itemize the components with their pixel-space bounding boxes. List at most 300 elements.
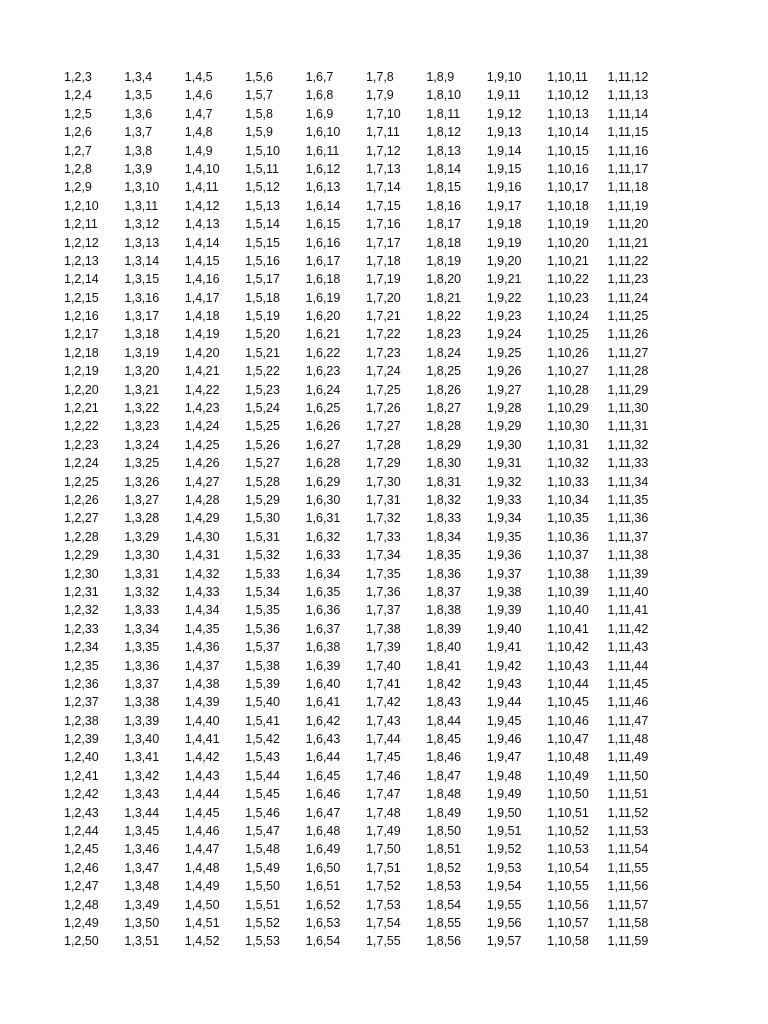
table-cell: 1,4,6 xyxy=(184,88,213,103)
table-cell: 1,11,31 xyxy=(607,419,649,434)
table-cell: 1,5,53 xyxy=(245,934,280,949)
table-cell: 1,10,41 xyxy=(547,621,589,636)
table-cell: 1,10,32 xyxy=(547,456,589,471)
table-cell: 1,5,18 xyxy=(245,290,280,305)
table-cell: 1,3,39 xyxy=(124,713,160,728)
table-cell: 1,5,37 xyxy=(245,640,280,655)
table-column xyxy=(547,68,607,951)
table-cell: 1,4,51 xyxy=(184,915,220,930)
table-cell: 1,7,43 xyxy=(365,713,401,728)
table-cell: 1,6,22 xyxy=(305,345,341,360)
table-cell: 1,6,44 xyxy=(305,750,341,765)
table-cell: 1,10,46 xyxy=(547,713,589,728)
table-cell: 1,11,14 xyxy=(607,106,649,121)
table-cell: 1,5,38 xyxy=(245,658,280,673)
table-cell: 1,5,48 xyxy=(245,842,280,857)
table-cell: 1,4,8 xyxy=(184,125,213,140)
table-cell: 1,8,53 xyxy=(426,879,462,894)
table-cell: 1,9,13 xyxy=(486,125,522,140)
table-cell: 1,2,13 xyxy=(64,253,99,268)
table-cell: 1,10,24 xyxy=(547,309,589,324)
table-cell: 1,3,6 xyxy=(124,106,153,121)
table-cell: 1,3,36 xyxy=(124,658,160,673)
table-cell: 1,7,15 xyxy=(365,198,401,213)
table-cell: 1,3,32 xyxy=(124,584,160,599)
table-cell: 1,3,35 xyxy=(124,640,160,655)
table-cell: 1,10,36 xyxy=(547,529,589,544)
table-cell: 1,5,31 xyxy=(245,529,280,544)
table-cell: 1,6,53 xyxy=(305,915,341,930)
table-cell: 1,3,43 xyxy=(124,787,160,802)
table-cell: 1,4,19 xyxy=(184,327,220,342)
table-cell: 1,9,21 xyxy=(486,272,522,287)
table-cell: 1,7,20 xyxy=(365,290,401,305)
table-cell: 1,6,18 xyxy=(305,272,341,287)
table-cell: 1,4,47 xyxy=(184,842,220,857)
table-cell: 1,4,45 xyxy=(184,805,220,820)
table-cell: 1,2,39 xyxy=(64,732,99,747)
table-cell: 1,6,9 xyxy=(305,106,334,121)
table-cell: 1,5,35 xyxy=(245,603,280,618)
table-cell: 1,10,33 xyxy=(547,474,589,489)
table-cell: 1,6,17 xyxy=(305,253,341,268)
table-cell: 1,7,21 xyxy=(365,309,401,324)
table-cell: 1,4,33 xyxy=(184,584,220,599)
table-cell: 1,9,56 xyxy=(486,915,522,930)
table-cell: 1,3,11 xyxy=(124,198,159,213)
table-cell: 1,8,11 xyxy=(426,106,461,121)
table-cell: 1,7,49 xyxy=(365,824,401,839)
table-cell: 1,9,25 xyxy=(486,345,522,360)
table-cell: 1,7,13 xyxy=(365,161,401,176)
table-cell: 1,8,46 xyxy=(426,750,462,765)
table-cell: 1,3,51 xyxy=(124,934,160,949)
table-cell: 1,2,21 xyxy=(64,401,99,416)
table-cell: 1,2,45 xyxy=(64,842,99,857)
table-cell: 1,5,27 xyxy=(245,456,280,471)
table-cell: 1,7,47 xyxy=(365,787,401,802)
table-cell: 1,7,34 xyxy=(365,548,401,563)
table-cell: 1,11,21 xyxy=(607,235,649,250)
table-cell: 1,5,10 xyxy=(245,143,280,158)
table-cell: 1,8,16 xyxy=(426,198,462,213)
table-cell: 1,10,29 xyxy=(547,401,589,416)
table-cell: 1,10,57 xyxy=(547,915,589,930)
table-cell: 1,9,44 xyxy=(486,695,522,710)
table-cell: 1,8,37 xyxy=(426,584,462,599)
table-cell: 1,8,19 xyxy=(426,253,462,268)
table-cell: 1,2,6 xyxy=(64,125,92,140)
table-cell: 1,3,48 xyxy=(124,879,160,894)
table-cell: 1,10,30 xyxy=(547,419,589,434)
table-cell: 1,5,7 xyxy=(245,88,273,103)
table-cell: 1,11,44 xyxy=(607,658,649,673)
table-cell: 1,11,43 xyxy=(607,640,649,655)
table-cell: 1,2,38 xyxy=(64,713,99,728)
table-column xyxy=(608,68,668,951)
table-cell: 1,4,43 xyxy=(184,768,220,783)
table-cell: 1,9,11 xyxy=(486,88,521,103)
table-cell: 1,6,31 xyxy=(305,511,341,526)
table-cell: 1,10,27 xyxy=(547,364,589,379)
table-cell: 1,11,41 xyxy=(607,603,649,618)
table-cell: 1,3,30 xyxy=(124,548,160,563)
table-cell: 1,3,8 xyxy=(124,143,153,158)
table-cell: 1,5,13 xyxy=(245,198,280,213)
table-cell: 1,2,28 xyxy=(64,529,99,544)
table-cell: 1,6,24 xyxy=(305,382,341,397)
table-cell: 1,4,37 xyxy=(184,658,220,673)
table-cell: 1,7,52 xyxy=(365,879,401,894)
table-cell: 1,11,33 xyxy=(607,456,649,471)
table-cell: 1,2,49 xyxy=(64,915,99,930)
table-cell: 1,3,50 xyxy=(124,915,160,930)
table-cell: 1,11,26 xyxy=(607,327,649,342)
table-cell: 1,8,49 xyxy=(426,805,462,820)
table-cell: 1,3,15 xyxy=(124,272,160,287)
table-cell: 1,7,33 xyxy=(365,529,401,544)
table-cell: 1,11,12 xyxy=(607,70,649,84)
table-cell: 1,7,23 xyxy=(365,345,401,360)
table-cell: 1,5,45 xyxy=(245,787,280,802)
table-cell: 1,5,41 xyxy=(245,713,280,728)
table-cell: 1,11,18 xyxy=(607,180,649,195)
table-cell: 1,5,34 xyxy=(245,584,280,599)
table-cell: 1,4,25 xyxy=(184,437,220,452)
table-cell: 1,5,9 xyxy=(245,125,273,140)
table-cell: 1,8,24 xyxy=(426,345,462,360)
table-cell: 1,4,34 xyxy=(184,603,220,618)
table-cell: 1,11,19 xyxy=(607,198,649,213)
table-cell: 1,10,14 xyxy=(547,125,589,140)
table-cell: 1,7,30 xyxy=(365,474,401,489)
table-cell: 1,4,23 xyxy=(184,401,220,416)
table-cell: 1,6,42 xyxy=(305,713,341,728)
table-cell: 1,6,16 xyxy=(305,235,341,250)
table-cell: 1,5,39 xyxy=(245,676,280,691)
table-cell: 1,8,51 xyxy=(426,842,462,857)
table-cell: 1,11,49 xyxy=(607,750,649,765)
table-column xyxy=(245,68,305,951)
table-cell: 1,4,14 xyxy=(184,235,220,250)
table-cell: 1,11,54 xyxy=(607,842,649,857)
table-cell: 1,5,50 xyxy=(245,879,280,894)
table-cell: 1,3,12 xyxy=(124,217,160,232)
table-cell: 1,11,40 xyxy=(607,584,649,599)
table-cell: 1,6,8 xyxy=(305,88,334,103)
table-column xyxy=(306,68,366,951)
table-cell: 1,9,15 xyxy=(486,161,522,176)
table-cell: 1,11,56 xyxy=(607,879,649,894)
table-cell: 1,9,47 xyxy=(486,750,522,765)
table-cell: 1,5,6 xyxy=(245,70,273,84)
table-cell: 1,9,14 xyxy=(486,143,522,158)
table-cell: 1,6,21 xyxy=(305,327,341,342)
table-cell: 1,7,31 xyxy=(365,492,401,507)
table-cell: 1,9,23 xyxy=(486,309,522,324)
table-cell: 1,11,29 xyxy=(607,382,649,397)
table-cell: 1,4,17 xyxy=(184,290,220,305)
table-cell: 1,3,17 xyxy=(124,309,160,324)
table-cell: 1,9,19 xyxy=(486,235,522,250)
table-cell: 1,9,36 xyxy=(486,548,522,563)
table-cell: 1,7,54 xyxy=(365,915,401,930)
table-cell: 1,2,22 xyxy=(64,419,99,434)
table-cell: 1,3,27 xyxy=(124,492,160,507)
table-cell: 1,8,40 xyxy=(426,640,462,655)
table-cell: 1,9,24 xyxy=(486,327,522,342)
table-cell: 1,2,4 xyxy=(64,88,92,103)
table-cell: 1,6,52 xyxy=(305,897,341,912)
table-cell: 1,7,40 xyxy=(365,658,401,673)
table-cell: 1,5,52 xyxy=(245,915,280,930)
table-cell: 1,10,37 xyxy=(547,548,589,563)
table-cell: 1,7,26 xyxy=(365,401,401,416)
table-cell: 1,7,38 xyxy=(365,621,401,636)
table-cell: 1,3,5 xyxy=(124,88,153,103)
table-cell: 1,11,38 xyxy=(607,548,649,563)
table-cell: 1,6,26 xyxy=(305,419,341,434)
table-cell: 1,6,32 xyxy=(305,529,341,544)
table-cell: 1,6,15 xyxy=(305,217,341,232)
table-cell: 1,6,14 xyxy=(305,198,341,213)
table-cell: 1,10,47 xyxy=(547,732,589,747)
table-cell: 1,7,29 xyxy=(365,456,401,471)
table-cell: 1,9,12 xyxy=(486,106,522,121)
table-cell: 1,4,35 xyxy=(184,621,220,636)
table-cell: 1,3,46 xyxy=(124,842,160,857)
table-cell: 1,5,21 xyxy=(245,345,280,360)
table-cell: 1,9,33 xyxy=(486,492,522,507)
triplet-table xyxy=(64,68,668,951)
table-cell: 1,2,27 xyxy=(64,511,99,526)
table-cell: 1,11,55 xyxy=(607,860,649,875)
table-cell: 1,9,26 xyxy=(486,364,522,379)
table-cell: 1,7,9 xyxy=(365,88,394,103)
table-cell: 1,7,10 xyxy=(365,106,401,121)
table-cell: 1,2,7 xyxy=(64,143,92,158)
table-cell: 1,6,35 xyxy=(305,584,341,599)
table-cell: 1,10,34 xyxy=(547,492,589,507)
table-cell: 1,6,11 xyxy=(305,143,340,158)
table-cell: 1,9,32 xyxy=(486,474,522,489)
table-cell: 1,8,32 xyxy=(426,492,462,507)
table-cell: 1,8,52 xyxy=(426,860,462,875)
table-cell: 1,5,17 xyxy=(245,272,280,287)
table-cell: 1,2,9 xyxy=(64,180,92,195)
table-cell: 1,4,26 xyxy=(184,456,220,471)
table-cell: 1,7,44 xyxy=(365,732,401,747)
table-cell: 1,9,17 xyxy=(486,198,522,213)
table-cell: 1,6,43 xyxy=(305,732,341,747)
table-cell: 1,9,38 xyxy=(486,584,522,599)
table-cell: 1,6,12 xyxy=(305,161,341,176)
table-cell: 1,10,28 xyxy=(547,382,589,397)
table-cell: 1,5,25 xyxy=(245,419,280,434)
table-cell: 1,10,51 xyxy=(547,805,589,820)
table-cell: 1,6,20 xyxy=(305,309,341,324)
table-cell: 1,3,24 xyxy=(124,437,160,452)
table-cell: 1,4,13 xyxy=(184,217,220,232)
table-cell: 1,4,49 xyxy=(184,879,220,894)
table-cell: 1,3,28 xyxy=(124,511,160,526)
table-cell: 1,7,41 xyxy=(365,676,401,691)
table-cell: 1,7,50 xyxy=(365,842,401,857)
table-cell: 1,7,35 xyxy=(365,566,401,581)
table-cell: 1,5,44 xyxy=(245,768,280,783)
table-cell: 1,5,40 xyxy=(245,695,280,710)
table-cell: 1,11,51 xyxy=(607,787,649,802)
table-cell: 1,11,53 xyxy=(607,824,649,839)
table-cell: 1,8,33 xyxy=(426,511,462,526)
table-cell: 1,4,50 xyxy=(184,897,220,912)
table-cell: 1,9,57 xyxy=(486,934,522,949)
table-cell: 1,3,23 xyxy=(124,419,160,434)
table-cell: 1,6,46 xyxy=(305,787,341,802)
table-cell: 1,4,7 xyxy=(184,106,213,121)
table-cell: 1,10,55 xyxy=(547,879,589,894)
table-cell: 1,2,25 xyxy=(64,474,99,489)
table-cell: 1,6,39 xyxy=(305,658,341,673)
table-cell: 1,10,43 xyxy=(547,658,589,673)
table-cell: 1,2,10 xyxy=(64,198,99,213)
table-cell: 1,2,47 xyxy=(64,879,99,894)
table-cell: 1,2,31 xyxy=(64,584,99,599)
table-cell: 1,11,46 xyxy=(607,695,649,710)
table-cell: 1,10,20 xyxy=(547,235,589,250)
table-cell: 1,9,28 xyxy=(486,401,522,416)
table-cell: 1,11,39 xyxy=(607,566,649,581)
table-cell: 1,6,19 xyxy=(305,290,341,305)
table-cell: 1,9,31 xyxy=(486,456,522,471)
table-cell: 1,10,22 xyxy=(547,272,589,287)
table-cell: 1,9,48 xyxy=(486,768,522,783)
table-cell: 1,8,27 xyxy=(426,401,462,416)
table-cell: 1,10,45 xyxy=(547,695,589,710)
table-cell: 1,2,3 xyxy=(64,70,92,84)
table-cell: 1,3,25 xyxy=(124,456,160,471)
table-cell: 1,8,30 xyxy=(426,456,462,471)
table-cell: 1,3,9 xyxy=(124,161,153,176)
table-cell: 1,3,18 xyxy=(124,327,160,342)
table-column xyxy=(487,68,547,951)
table-cell: 1,8,34 xyxy=(426,529,462,544)
table-cell: 1,7,39 xyxy=(365,640,401,655)
table-cell: 1,2,8 xyxy=(64,161,92,176)
table-cell: 1,5,12 xyxy=(245,180,280,195)
table-cell: 1,9,39 xyxy=(486,603,522,618)
table-cell: 1,3,19 xyxy=(124,345,160,360)
table-cell: 1,3,14 xyxy=(124,253,160,268)
table-cell: 1,7,16 xyxy=(365,217,401,232)
table-cell: 1,7,42 xyxy=(365,695,401,710)
table-cell: 1,3,33 xyxy=(124,603,160,618)
table-cell: 1,10,11 xyxy=(547,70,588,84)
table-cell: 1,3,26 xyxy=(124,474,160,489)
table-cell: 1,2,34 xyxy=(64,640,99,655)
table-cell: 1,11,27 xyxy=(607,345,649,360)
table-cell: 1,5,24 xyxy=(245,401,280,416)
table-cell: 1,2,18 xyxy=(64,345,99,360)
table-cell: 1,10,44 xyxy=(547,676,589,691)
table-cell: 1,10,48 xyxy=(547,750,589,765)
table-cell: 1,4,42 xyxy=(184,750,220,765)
table-cell: 1,8,55 xyxy=(426,915,462,930)
table-cell: 1,8,42 xyxy=(426,676,462,691)
table-cell: 1,4,36 xyxy=(184,640,220,655)
table-cell: 1,10,49 xyxy=(547,768,589,783)
table-cell: 1,7,19 xyxy=(365,272,401,287)
table-cell: 1,10,25 xyxy=(547,327,589,342)
table-cell: 1,9,46 xyxy=(486,732,522,747)
table-cell: 1,5,15 xyxy=(245,235,280,250)
table-cell: 1,2,23 xyxy=(64,437,99,452)
table-cell: 1,5,14 xyxy=(245,217,280,232)
table-cell: 1,4,18 xyxy=(184,309,220,324)
table-cell: 1,3,40 xyxy=(124,732,160,747)
table-cell: 1,11,28 xyxy=(607,364,649,379)
table-cell: 1,9,55 xyxy=(486,897,522,912)
table-cell: 1,7,48 xyxy=(365,805,401,820)
table-cell: 1,9,10 xyxy=(486,70,522,84)
table-cell: 1,2,16 xyxy=(64,309,99,324)
table-cell: 1,2,46 xyxy=(64,860,99,875)
table-cell: 1,2,24 xyxy=(64,456,99,471)
table-cell: 1,7,22 xyxy=(365,327,401,342)
table-cell: 1,4,22 xyxy=(184,382,220,397)
table-cell: 1,10,12 xyxy=(547,88,589,103)
table-cell: 1,11,17 xyxy=(607,161,649,176)
table-cell: 1,3,7 xyxy=(124,125,153,140)
table-cell: 1,11,58 xyxy=(607,915,649,930)
table-cell: 1,4,38 xyxy=(184,676,220,691)
table-cell: 1,6,49 xyxy=(305,842,341,857)
table-cell: 1,7,36 xyxy=(365,584,401,599)
table-cell: 1,5,36 xyxy=(245,621,280,636)
table-cell: 1,10,15 xyxy=(547,143,589,158)
table-cell: 1,10,50 xyxy=(547,787,589,802)
table-cell: 1,8,29 xyxy=(426,437,462,452)
table-cell: 1,11,52 xyxy=(607,805,649,820)
table-cell: 1,5,47 xyxy=(245,824,280,839)
table-cell: 1,5,29 xyxy=(245,492,280,507)
table-cell: 1,7,28 xyxy=(365,437,401,452)
table-cell: 1,11,32 xyxy=(607,437,649,452)
table-cell: 1,7,11 xyxy=(365,125,400,140)
table-cell: 1,5,11 xyxy=(245,161,279,176)
table-cell: 1,11,50 xyxy=(607,768,649,783)
table-cell: 1,6,45 xyxy=(305,768,341,783)
table-cell: 1,10,18 xyxy=(547,198,589,213)
table-cell: 1,9,27 xyxy=(486,382,522,397)
table-cell: 1,9,41 xyxy=(486,640,522,655)
table-cell: 1,6,13 xyxy=(305,180,341,195)
table-cell: 1,4,48 xyxy=(184,860,220,875)
table-cell: 1,3,38 xyxy=(124,695,160,710)
table-cell: 1,3,16 xyxy=(124,290,160,305)
table-cell: 1,7,55 xyxy=(365,934,401,949)
table-cell: 1,5,51 xyxy=(245,897,280,912)
table-cell: 1,10,53 xyxy=(547,842,589,857)
table-cell: 1,3,47 xyxy=(124,860,160,875)
table-cell: 1,3,10 xyxy=(124,180,160,195)
table-cell: 1,2,20 xyxy=(64,382,99,397)
table-cell: 1,9,51 xyxy=(486,824,522,839)
table-cell: 1,8,26 xyxy=(426,382,462,397)
table-cell: 1,4,5 xyxy=(184,70,213,84)
table-cell: 1,3,22 xyxy=(124,401,160,416)
table-cell: 1,2,29 xyxy=(64,548,99,563)
